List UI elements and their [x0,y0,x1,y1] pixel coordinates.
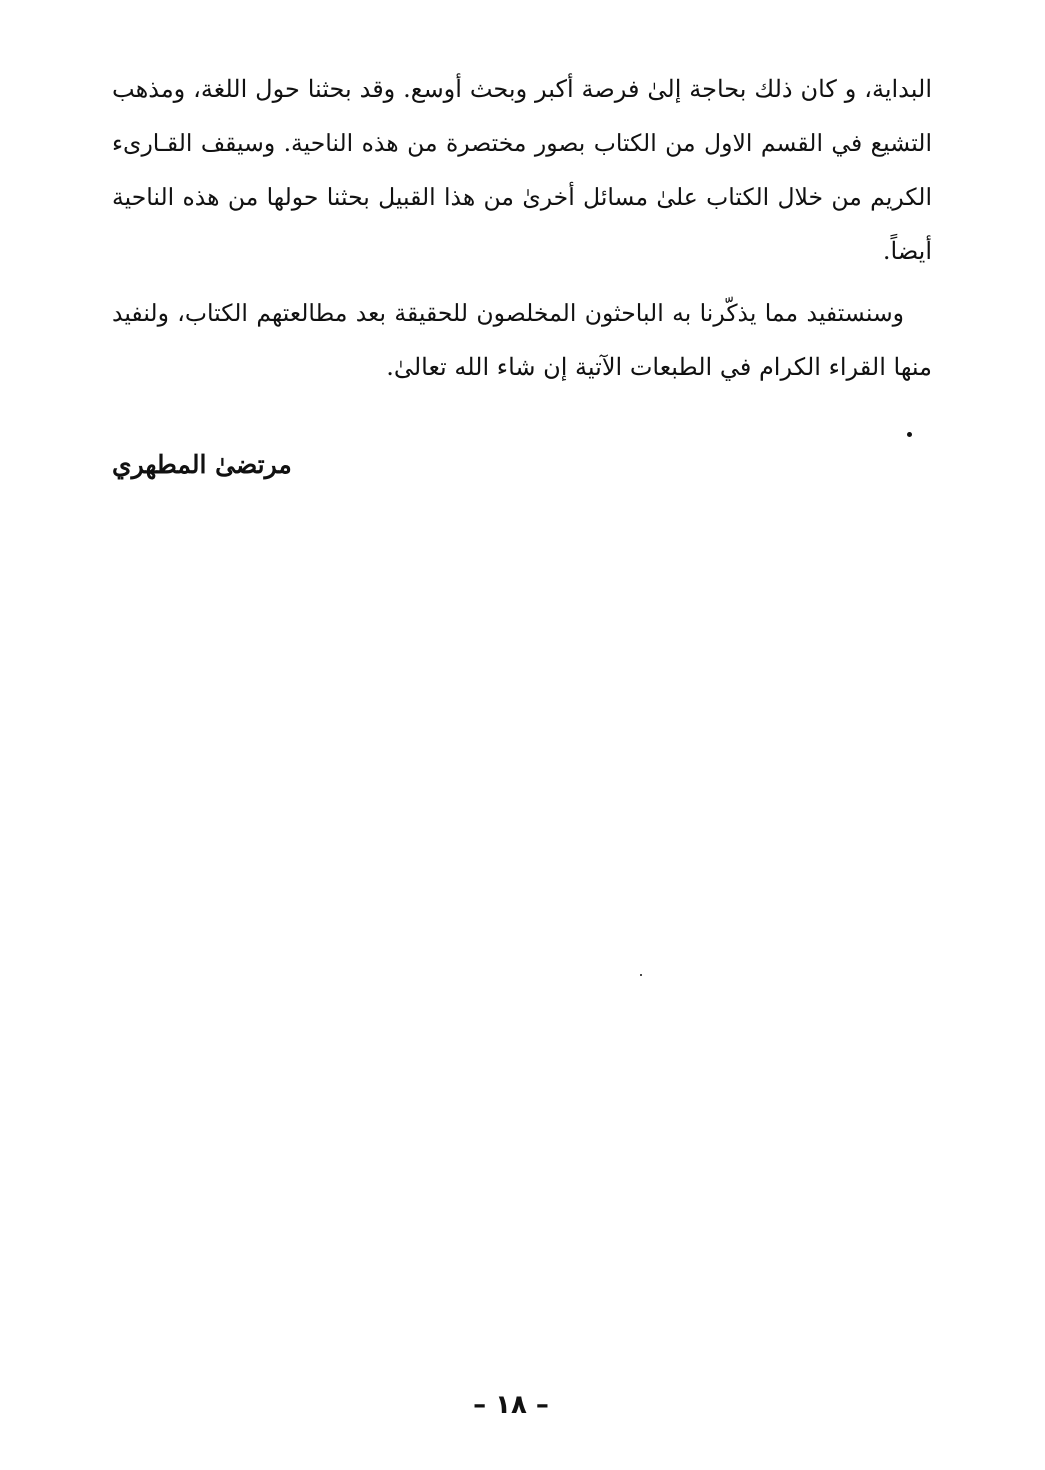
signature-text: مرتضىٰ المطهري [112,450,292,479]
author-signature [112,440,412,490]
paragraph-gap [112,278,932,286]
paragraph-1-line-1: البداية، و كان ذلك بحاجة إلىٰ فرصة أكبر وبحث أوسع. وقد بحثنا حول اللغة، ومذهب [112,75,932,103]
page-number: – ١٨ – [473,1390,549,1420]
paragraph-1-line-4: أيضاً. [882,237,932,265]
body-text [112,62,932,394]
ink-speck [907,432,912,437]
paragraph-1-line-3: الكريم من خلال الكتاب علىٰ مسائل أخرىٰ من هذا القبيل بحثنا حولها من هذه الناحية [112,183,932,211]
paragraph-1-line-2: التشيع في القسم الاول من الكتاب بصور مختصرة من هذه الناحية. وسيقف القـارىء [112,129,932,157]
paragraph-2-line-1: وسنستفيد مما يذكّرنا به الباحثون المخلصون للحقيقة بعد مطالعتهم الكتاب، ولنفيد [112,299,904,327]
ink-speck [640,974,642,976]
paragraph-2-line-2: منها القراء الكرام في الطبعات الآتية إن شاء الله تعالىٰ. [386,353,932,381]
